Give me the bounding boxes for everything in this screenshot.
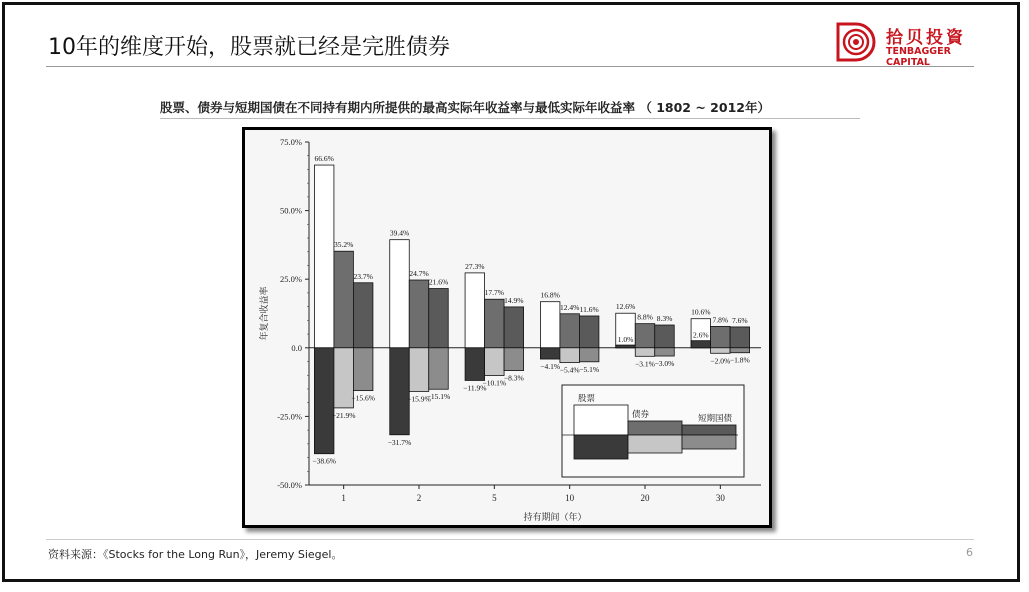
data-label-min: −1.8% [729, 355, 750, 365]
y-tick-label: 50.0% [280, 205, 302, 216]
y-tick-label: 75.0% [280, 137, 302, 147]
data-label-max: 8.3% [656, 314, 673, 324]
data-label-max: 39.4% [389, 228, 410, 238]
bar-max-30-债券 [711, 326, 731, 347]
bar-max-5-短期国债 [504, 307, 524, 348]
data-label-max: 7.6% [732, 315, 748, 325]
x-tick-label: 2 [416, 493, 422, 503]
data-label-min: −11.9% [463, 383, 487, 393]
data-label-max: 16.8% [540, 290, 560, 300]
data-label-min: −5.1% [579, 364, 600, 374]
data-label-min: −21.9% [331, 410, 356, 420]
data-label-min: −3.1% [635, 359, 655, 369]
bar-min-20-短期国债 [655, 348, 675, 356]
data-label-max: 7.8% [712, 315, 729, 325]
data-label-min: −8.3% [503, 373, 524, 383]
figure-title-divider [160, 118, 860, 119]
legend-swatch-max [682, 425, 736, 435]
bar-min-5-债券 [485, 348, 505, 376]
chart-legend [562, 385, 744, 477]
x-axis-title: 持有期间（年） [523, 512, 587, 522]
x-tick-label: 30 [715, 493, 725, 503]
data-label-max: 11.6% [579, 304, 599, 314]
logo-mark-icon [836, 22, 880, 62]
bar-min-5-短期国债 [504, 348, 524, 371]
data-label-min: −3.0% [654, 359, 675, 369]
company-logo [836, 22, 976, 68]
x-tick-label: 1 [341, 493, 346, 503]
bar-max-20-债券 [635, 324, 655, 348]
bar-max-1-债券 [334, 251, 354, 348]
data-label-min: −15.1% [426, 392, 451, 402]
bar-max-1-股票 [314, 165, 334, 348]
bar-max-2-短期国债 [429, 289, 449, 348]
bar-min-1-短期国债 [353, 348, 373, 391]
bar-min-10-债券 [560, 348, 580, 363]
data-label-min: −2.0% [710, 356, 731, 366]
legend-label: 短期国债 [698, 413, 733, 423]
bar-min-30-股票 [691, 341, 711, 348]
y-tick-label: 25.0% [280, 274, 302, 285]
legend-label: 股票 [578, 393, 596, 403]
bar-max-2-债券 [409, 280, 429, 348]
bar-max-5-债券 [485, 299, 505, 348]
data-label-min: −38.6% [312, 456, 336, 466]
data-label-max: 21.6% [428, 277, 449, 287]
y-tick-label: -25.0% [277, 411, 302, 422]
bar-max-10-短期国债 [579, 316, 599, 348]
data-label-max: 24.7% [409, 269, 429, 279]
data-label-max: 17.7% [484, 288, 505, 298]
chart-container [242, 127, 772, 528]
bar-max-10-债券 [560, 314, 580, 348]
bar-max-2-股票 [390, 240, 410, 348]
bar-max-30-短期国债 [730, 327, 750, 348]
title-divider [46, 66, 974, 67]
bar-chart [245, 130, 769, 525]
y-tick-label: 0.0 [291, 342, 302, 353]
bar-max-5-股票 [465, 273, 485, 348]
data-label-max: 12.6% [615, 302, 636, 312]
footer-divider [46, 539, 974, 540]
data-label-max: 66.6% [314, 154, 334, 164]
bar-min-2-股票 [390, 348, 410, 435]
data-label-min: −10.1% [482, 378, 507, 388]
legend-swatch-max [574, 405, 628, 435]
legend-label: 债券 [632, 409, 650, 419]
data-label-max: 23.7% [353, 271, 373, 281]
bar-min-1-股票 [314, 348, 334, 454]
legend-swatch-max [628, 421, 682, 435]
bar-min-2-短期国债 [429, 348, 449, 389]
bar-min-20-债券 [635, 348, 655, 357]
slide-title: 10年的维度开始，股票就已经是完胜债券 [48, 35, 450, 60]
data-label-min: 2.6% [693, 330, 709, 340]
figure-title: 股票、债券与短期国债在不同持有期内所提供的最高实际年收益率与最低实际年收益率 （ 1802 ~ 2012年） [160, 100, 770, 115]
bar-min-2-债券 [409, 348, 429, 392]
y-tick-label: -50.0% [277, 480, 302, 490]
data-label-min: −15.6% [351, 393, 375, 403]
data-label-max: 10.6% [691, 307, 711, 317]
bar-min-30-短期国债 [730, 348, 750, 353]
data-label-min: 1.0% [617, 335, 634, 345]
data-label-min: −5.4% [559, 365, 580, 375]
bar-max-10-股票 [540, 302, 560, 348]
x-tick-label: 10 [565, 493, 575, 503]
data-label-max: 14.9% [504, 295, 524, 305]
x-tick-label: 5 [492, 493, 497, 503]
legend-swatch-min [628, 435, 682, 453]
bar-max-20-短期国债 [655, 325, 675, 348]
page-number: 6 [966, 546, 973, 559]
bar-min-20-股票 [616, 345, 636, 348]
bar-min-5-股票 [465, 348, 485, 381]
data-label-max: 35.2% [333, 240, 354, 250]
bar-min-30-债券 [711, 348, 731, 353]
data-label-min: −15.9% [407, 394, 431, 404]
bar-min-10-短期国债 [579, 348, 599, 362]
data-label-max: 27.3% [465, 261, 485, 271]
legend-swatch-min [574, 435, 628, 459]
y-axis-title: 年复合收益率 [259, 286, 269, 341]
data-label-min: −31.7% [387, 437, 412, 447]
logo-text-cn: 拾贝投資 [886, 28, 966, 48]
legend-swatch-min [682, 435, 736, 449]
bar-max-1-短期国债 [353, 283, 373, 348]
data-label-max: 8.8% [637, 312, 653, 322]
source-note: 资料来源：《Stocks for the Long Run》，Jeremy Siegel。 [48, 548, 343, 561]
data-label-max: 12.4% [559, 302, 580, 312]
x-tick-label: 20 [640, 493, 650, 503]
bar-min-10-股票 [540, 348, 560, 359]
data-label-min: −4.1% [540, 362, 561, 372]
logo-text-en: TENBAGGER CAPITAL [886, 46, 951, 68]
